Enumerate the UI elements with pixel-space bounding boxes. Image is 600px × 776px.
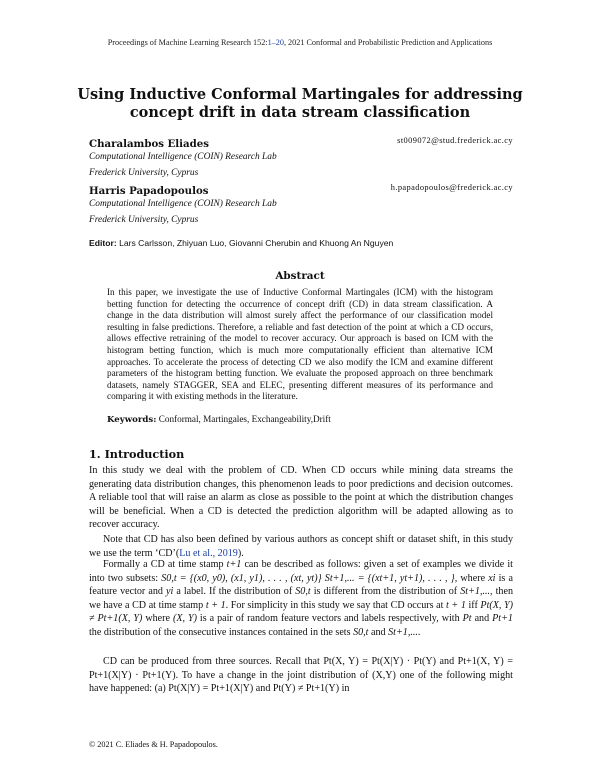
math-t-plus-1: t+1 (226, 559, 242, 570)
editors-label: Editor: (89, 238, 117, 248)
header-pages-link[interactable]: 1–20 (267, 38, 284, 47)
math-t-plus-1: t + 1 (446, 599, 466, 611)
keywords-line (107, 414, 493, 425)
intro-paragraph-3 (89, 558, 513, 640)
para3-text: . For simplicity in this study we say that CD occurs at (225, 599, 447, 611)
para3-text: is a feature vector and (89, 572, 513, 598)
para2-text-a: Note that CD has also been defined by various authors as concept shift or dataset shift, in this study we use the term ‘CD’( (89, 534, 513, 559)
author-1 (89, 134, 513, 150)
section-heading-introduction: 1. Introduction (89, 447, 185, 461)
author-1-name: Charalambos Eliades (89, 138, 209, 150)
author-2 (89, 181, 513, 197)
para3-text: and (368, 626, 389, 638)
title-line-2: concept drift in data stream classification (129, 104, 471, 121)
para3-text: is a pair of random feature vectors and labels respectively, with (196, 613, 463, 625)
math-pt1: Pt+1 (492, 613, 513, 625)
math-xi: xi (488, 572, 496, 584)
para3-text: where (457, 572, 489, 584)
title-line-1: Using Inductive Conformal Martingales for addressing (77, 86, 523, 103)
para3-text: Formally a CD at time stamp (103, 559, 227, 570)
intro-paragraph-2 (89, 533, 513, 560)
para3-text: a label. If the distribution of (173, 586, 296, 598)
keywords-label: Keywords: (107, 415, 157, 425)
math-t-plus-1: t + 1 (205, 599, 226, 611)
abstract-heading: Abstract (275, 270, 325, 282)
author-1-affiliation-1: Computational Intelligence (COIN) Research Lab (89, 152, 277, 162)
author-2-affiliation-2: Frederick University, Cyprus (89, 214, 199, 225)
citation-lu-2019[interactable]: Lu et al., 2019 (179, 547, 238, 559)
copyright-footer: © 2021 C. Eliades & H. Papadopoulos. (89, 740, 218, 749)
para2-text-b: ). (237, 547, 244, 559)
math-xy: (X, Y) (172, 613, 197, 625)
header-suffix: , 2021 Conformal and Probabilistic Prediction and Applications (283, 38, 493, 47)
math-s0t: S0,t (295, 586, 311, 598)
para3-text: iff (465, 599, 481, 611)
keywords-text: Conformal, Martingales, Exchangeability,Drift (158, 414, 331, 424)
header-prefix: Proceedings of Machine Learning Research 152: (107, 38, 268, 47)
para3-text: is different from the distribution of (310, 586, 461, 598)
editors-line (89, 238, 513, 248)
intro-paragraph-1: In this study we deal with the problem of CD. When CD occurs while mining data streams the generating data distribution changes, this phenomenon leads to poor predictions and decision outcomes. A reliable tool that will raise an alarm as close as possible to the point at which the distribution changes will be beneficial. When a CD is detected the prediction algorithm will be adapted allowing as to recover accuracy. (89, 465, 513, 531)
paper-title (60, 86, 540, 122)
para3-text: . (417, 626, 421, 638)
math-yi: yi (165, 586, 174, 598)
author-2-affiliation-1: Computational Intelligence (COIN) Research Lab (89, 199, 277, 210)
para3-text: where (142, 613, 173, 625)
math-pt-inequality: Pt(X, Y) ≠ Pt+1(X, Y) (89, 599, 513, 625)
author-1-affiliation-2: Frederick University, Cyprus (89, 167, 199, 178)
math-subsets: S0,t = {(x0, y0), (x1, y1), . . . , (xt, yt)} St+1,... = {(xt+1, yt+1), . . . , }, (161, 572, 458, 584)
intro-paragraph-4: CD can be produced from three sources. Recall that Pt(X, Y) = Pt(X|Y) · Pt(Y) and Pt+1(X, Y) = Pt+1(X|Y) · Pt+1(Y). To have a change in the joint distribution of (X,Y) one of the following might have happened: (a) Pt(X|Y) = Pt+1(X|Y) and Pt(Y) ≠ Pt+1(Y) in (89, 656, 513, 695)
para3-text: the distribution of the consecutive instances contained in the sets (89, 626, 354, 638)
math-st1: St+1,... (388, 626, 418, 638)
author-block (89, 134, 513, 228)
math-pt: Pt (462, 613, 472, 625)
author-2-name: Harris Papadopoulos (89, 185, 209, 198)
author-1-email[interactable]: st009072@stud.frederick.ac.cy (397, 136, 513, 145)
para3-text: and (471, 613, 493, 625)
para3-text: , then we have a CD at time stamp (89, 586, 513, 611)
math-st1: St+1,... (460, 586, 491, 598)
author-2-email[interactable]: h.papadopoulos@frederick.ac.cy (390, 183, 513, 193)
editors-names: Lars Carlsson, Zhiyuan Luo, Giovanni Cherubin and Khuong An Nguyen (119, 238, 394, 248)
para3-text: can be described as follows: given a set of examples we divide it into two subsets: (89, 559, 513, 584)
math-s0t: S0,t (353, 626, 369, 638)
abstract-text: In this paper, we investigate the use of Inductive Conformal Martingales (ICM) with the histogram betting function for detecting the occurrence of concept drift (CD) in data stream classification. A change in the data distribution will almost surely affect the performance of our classification model resulting in false predictions. Therefore, a reliable and fast detection of the point at which a CD occurs, allows effective retraining of the model to recover accuracy. Our approach is based on ICM with the histogram betting function, which is much more computationally efficient than alternative ICM approaches. To accelerate the process of detecting CD we also modify the ICM and examine different parameters of the histogram betting function. We evaluate the proposed approach on three benchmark datasets, namely STAGGER, SEA and ELEC, presenting different measures of its performance and comparing it with existing methods in the literature. (107, 287, 493, 402)
running-header (0, 38, 600, 47)
